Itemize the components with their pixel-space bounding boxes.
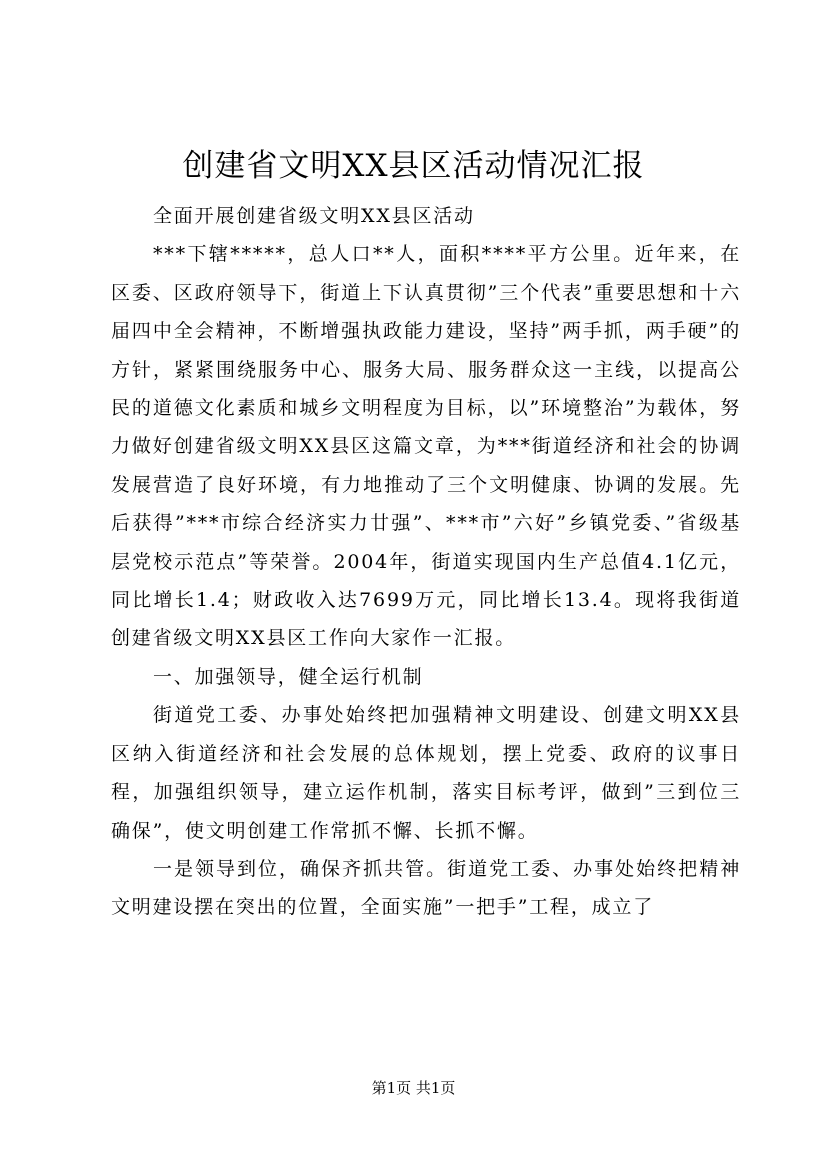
subtitle-paragraph: 全面开展创建省级文明XX县区活动 <box>153 205 475 227</box>
overview-paragraph: ***下辖*****，总人口**人，面积****平方公里。近年来，在区委、区政府领导下，街道上下认真贯彻”三个代表”重要思想和十六届四中全会精神，不断增强执政能力建设，坚持”两手抓，两手硬”的方针，紧紧围绕服务中心、服务大局、服务群众这一主线，以提高公民的道德文化素质和城乡文明程度为目标，以”环境整治”为载体，努力做好创建省级文明XX县区这篇文章，为***街道经济和社会的协调发展营造了良好环境，有力地推动了三个文明健康、协调的发展。先后获得”***市综合经济实力廿强”、***市”六好”乡镇党委、”省级基层党校示范点”等荣誉。2004年，街道实现国内生产总值4.1亿元，同比增长1.4；财政收入达7699万元，同比增长13.4。现将我街道创建省级文明XX县区工作向大家作一汇报。 <box>111 243 741 650</box>
leadership-paragraph: 一是领导到位，确保齐抓共管。街道党工委、办事处始终把精神文明建设摆在突出的位置，全面实施”一把手”工程，成立了 <box>111 857 741 919</box>
page-footer: 第1页 共1页 <box>371 1079 456 1097</box>
document-body <box>111 197 741 927</box>
section-heading: 一、加强领导，健全运行机制 <box>153 665 424 688</box>
document-title: 创建省文明XX县区活动情况汇报 <box>182 148 645 184</box>
section-paragraph: 街道党工委、办事处始终把加强精神文明建设、创建文明XX县区纳入街道经济和社会发展的总体规划，摆上党委、政府的议事日程，加强组织领导，建立运作机制，落实目标考评，做到”三到位三确保”，使文明创建工作常抓不懈、长抓不懈。 <box>111 704 741 842</box>
